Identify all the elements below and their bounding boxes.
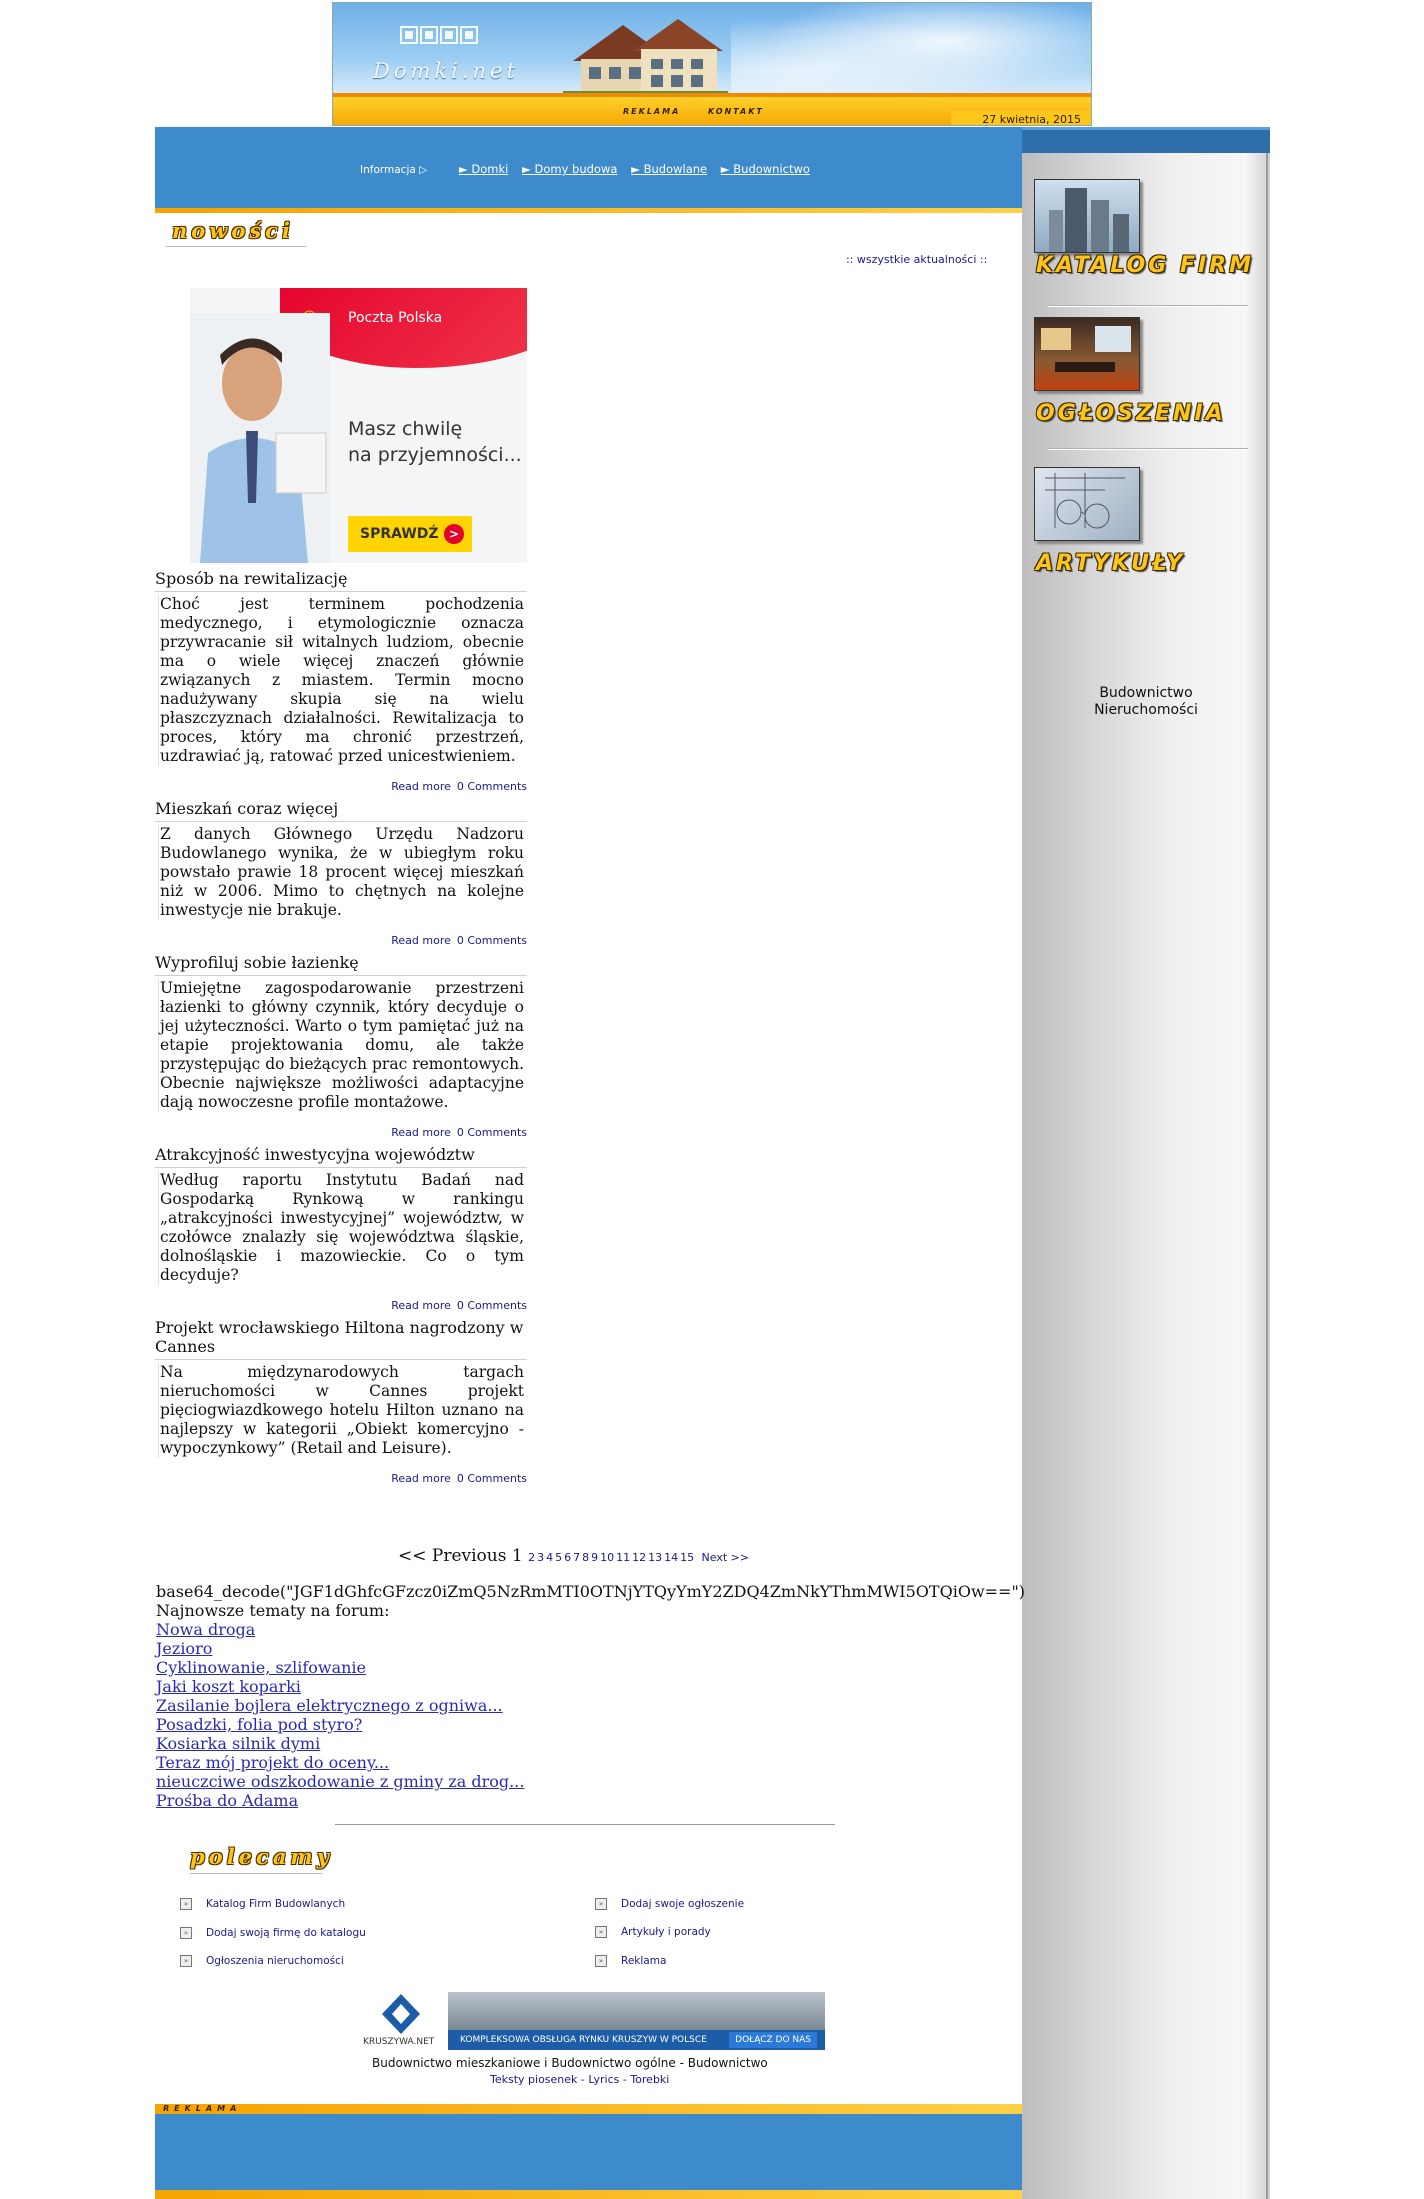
pagination-page[interactable]: 8	[582, 1551, 590, 1564]
article-meta	[155, 1126, 527, 1139]
poczta-polska-ad[interactable]	[190, 288, 527, 563]
header-nav-reklama[interactable]: REKLAMA	[623, 107, 681, 116]
article-meta	[155, 1472, 527, 1485]
article-meta	[155, 1299, 527, 1312]
sidebar-ogloszenia[interactable]: OGŁOSZENIA	[1036, 401, 1226, 426]
article-title[interactable]: Projekt wrocławskiego Hiltona nagrodzony w Cannes	[155, 1318, 527, 1360]
forum-topics	[156, 1582, 1025, 1810]
footer-reklama-label: REKLAMA	[163, 2104, 242, 2113]
comments-link[interactable]: 0 Comments	[456, 1299, 527, 1312]
footer-orange-bar	[155, 2104, 1022, 2114]
sky-clouds-decoration	[731, 3, 1091, 98]
recommended-link[interactable]: » Ogłoszenia nieruchomości	[180, 1955, 344, 1967]
kruszywa-logo-text: KRUSZYWA.NET	[363, 2037, 435, 2047]
ad-cta-button[interactable]: SPRAWDŹ >	[348, 516, 472, 552]
forum-topic-link[interactable]: Kosiarka silnik dymi	[156, 1734, 321, 1753]
article-title[interactable]: Mieszkań coraz więcej	[155, 799, 527, 822]
ad-headline: Masz chwilę na przyjemności...	[348, 418, 522, 466]
pagination-current: 1	[511, 1546, 523, 1566]
header-nav-kontakt[interactable]: KONTAKT	[708, 107, 764, 116]
forum-topic-link[interactable]: Posadzki, folia pod styro?	[156, 1715, 363, 1734]
pagination-page[interactable]: 4	[546, 1551, 554, 1564]
arrow-box-icon: »	[595, 1955, 607, 1967]
orange-divider	[155, 208, 1022, 213]
news-article	[155, 569, 527, 793]
forum-topic-link[interactable]: Zasilanie bojlera elektrycznego z ogniwa...	[156, 1696, 503, 1715]
arrow-box-icon: »	[595, 1898, 607, 1910]
comments-link[interactable]: 0 Comments	[456, 934, 527, 947]
recommended-heading: polecamy	[190, 1844, 333, 1869]
house-image	[563, 11, 728, 95]
pagination-page[interactable]: 12	[632, 1551, 647, 1564]
header-date: 27 kwietnia, 2015	[982, 113, 1081, 126]
sidebar-links	[1022, 685, 1270, 719]
news-list	[155, 566, 527, 1491]
read-more-link[interactable]: Read more	[391, 1472, 451, 1485]
pagination-page[interactable]: 7	[573, 1551, 581, 1564]
forum-topic-link[interactable]: Teraz mój projekt do oceny...	[156, 1753, 390, 1772]
arrow-box-icon: »	[595, 1926, 607, 1938]
article-body: Choć jest terminem pochodzenia medycznego, i etymologicznie oznacza przywracanie sił witalnych ludziom, obecnie ma o wiele więcej znaczeń głównie związanych z miastem. Termin mocno nadużywany skupia się na wielu płaszczyznach działalności. Rewitalizacja to proces, który ma chronić przestrzeń, uzdrawiać ją, ratować przed unicestwieniem.	[160, 595, 524, 765]
top-nav-link-budowlane[interactable]: ► Budowlane	[631, 162, 708, 176]
pagination-page[interactable]: 13	[648, 1551, 663, 1564]
pagination-page[interactable]: 10	[600, 1551, 615, 1564]
interior-thumbnail[interactable]	[1034, 317, 1140, 391]
top-nav	[360, 162, 820, 176]
header-nav-bar	[333, 93, 1091, 126]
recommended-link[interactable]: » Artykuły i porady	[595, 1926, 711, 1938]
pagination-page[interactable]: 14	[664, 1551, 679, 1564]
pagination-page[interactable]: 6	[564, 1551, 572, 1564]
comments-link[interactable]: 0 Comments	[456, 780, 527, 793]
all-news-link[interactable]: :: wszystkie aktualności ::	[846, 253, 988, 266]
arrow-box-icon: »	[180, 1927, 192, 1939]
pagination-next[interactable]: Next >>	[701, 1551, 750, 1564]
top-nav-link-domki[interactable]: ► Domki	[458, 162, 509, 176]
recommended-link[interactable]: » Dodaj swoje ogłoszenie	[595, 1898, 744, 1910]
sidebar-separator	[1048, 305, 1248, 307]
logo-mark-icon	[399, 23, 479, 49]
news-article	[155, 799, 527, 947]
arrow-right-icon: >	[444, 524, 464, 544]
blueprint-glasses-thumbnail[interactable]	[1034, 467, 1140, 541]
news-article	[155, 1145, 527, 1312]
pagination-page[interactable]: 11	[616, 1551, 631, 1564]
news-heading-underline	[166, 246, 306, 247]
forum-topic-link[interactable]: Prośba do Adama	[156, 1791, 299, 1810]
article-title[interactable]: Atrakcyjność inwestycyjna województw	[155, 1145, 527, 1168]
read-more-link[interactable]: Read more	[391, 780, 451, 793]
sidebar-edge	[1266, 153, 1268, 2199]
top-nav-lead: Informacja ▷	[360, 164, 428, 176]
news-article	[155, 953, 527, 1139]
footer-links-line[interactable]: Budownictwo mieszkaniowe i Budownictwo ogólne - Budownictwo	[372, 2056, 768, 2070]
recommended-link[interactable]: » Dodaj swoją firmę do katalogu	[180, 1927, 366, 1939]
pagination-previous[interactable]: << Previous	[398, 1546, 507, 1566]
site-logo-text[interactable]: Domki.net	[373, 59, 519, 83]
comments-link[interactable]: 0 Comments	[456, 1126, 527, 1139]
banner-strip: KOMPLEKSOWA OBSŁUGA RYNKU KRUSZYW W POLSCE DOŁĄCZ DO NAS	[448, 2030, 825, 2050]
article-body: Według raportu Instytutu Badań nad Gospodarką Rynkową w rankingu „atrakcyjności inwestycyjnej” województw, w czołówce znalazły się województwa śląskie, dolnośląskie i mazowieckie. Co o tym decyduje?	[160, 1171, 524, 1284]
read-more-link[interactable]: Read more	[391, 934, 451, 947]
recommended-link[interactable]: » Reklama	[595, 1955, 666, 1967]
article-meta	[155, 934, 527, 947]
article-body: Z danych Głównego Urzędu Nadzoru Budowlanego wynika, że w ubiegłym roku powstało prawie 18 procent więcej mieszkań niż w 2006. Mimo to chętnych na kolejne inwestycje nie brakuje.	[160, 825, 524, 919]
forum-topic-link[interactable]: Jaki koszt koparki	[156, 1677, 301, 1696]
comments-link[interactable]: 0 Comments	[456, 1472, 527, 1485]
pagination	[398, 1546, 751, 1566]
news-article	[155, 1318, 527, 1485]
ad-person-image	[190, 313, 330, 563]
recommended-heading-underline	[190, 1873, 322, 1874]
article-title[interactable]: Sposób na rewitalizację	[155, 569, 527, 592]
forum-topic-link[interactable]: nieuczciwe odszkodowanie z gminy za drog...	[156, 1772, 525, 1791]
pagination-page[interactable]: 2	[528, 1551, 536, 1564]
forum-topic-link[interactable]: Nowa droga	[156, 1620, 256, 1639]
footer-bottom-bar	[155, 2190, 1022, 2199]
right-sidebar	[1022, 153, 1270, 2199]
arrow-box-icon: »	[180, 1898, 192, 1910]
forum-separator	[335, 1824, 835, 1825]
top-nav-link-domy-budowa[interactable]: ► Domy budowa	[521, 162, 618, 176]
footer-links-line-2[interactable]: Teksty piosenek - Lyrics - Torebki	[490, 2073, 670, 2086]
pagination-page[interactable]: 3	[537, 1551, 545, 1564]
forum-topic-link[interactable]: Jezioro	[156, 1639, 213, 1658]
article-meta	[155, 780, 527, 793]
debug-code-line: base64_decode("JGF1dGhfcGFzcz0iZmQ5NzRmMTI0OTNjYTQyYmY2ZDQ4ZmNkYThmMWI5OTQiOw==")	[156, 1582, 1026, 1601]
read-more-link[interactable]: Read more	[391, 1126, 451, 1139]
play-outline-icon: ▷	[419, 164, 428, 176]
article-body: Na międzynarodowych targach nieruchomości w Cannes projekt pięciogwiazdkowego hotelu Hilton uznano na najlepszy w kategorii „Obiekt komercyjno - wypoczynkowy” (Retail and Leisure).	[160, 1363, 524, 1457]
kruszywa-banner-ad[interactable]	[360, 1992, 825, 2054]
site-header-banner	[332, 2, 1092, 126]
read-more-link[interactable]: Read more	[391, 1299, 451, 1312]
ad-brand: Poczta Polska	[348, 310, 443, 326]
sidebar-link-nieruchomosci[interactable]: Nieruchomości	[1094, 702, 1198, 718]
sidebar-top-band	[1022, 127, 1270, 153]
footer-blue-band	[155, 2114, 1022, 2190]
news-heading: nowości	[172, 218, 294, 243]
arrow-box-icon: »	[180, 1955, 192, 1967]
sidebar-separator	[1048, 448, 1248, 450]
skyscraper-thumbnail[interactable]	[1034, 179, 1140, 253]
article-title[interactable]: Wyprofiluj sobie łazienkę	[155, 953, 527, 976]
pagination-page[interactable]: 9	[591, 1551, 599, 1564]
pagination-page[interactable]: 15	[680, 1551, 695, 1564]
forum-heading: Najnowsze tematy na forum:	[156, 1601, 390, 1620]
sidebar-link-budownictwo[interactable]: Budownictwo	[1099, 685, 1193, 701]
pagination-page[interactable]: 5	[555, 1551, 563, 1564]
forum-topic-link[interactable]: Cyklinowanie, szlifowanie	[156, 1658, 366, 1677]
article-body: Umiejętne zagospodarowanie przestrzeni łazienki to główny czynnik, który decyduje o jej użyteczności. Warto o tym pamiętać już na etapie projektowania domu, ale także przystępując do bieżących prac remontowych. Obecnie największe możliwości adaptacyjne dają nowoczesne profile montażowe.	[160, 979, 524, 1111]
sidebar-katalog-firm[interactable]: KATALOG FIRM	[1036, 253, 1254, 278]
join-button[interactable]: DOŁĄCZ DO NAS	[729, 2032, 817, 2048]
sidebar-artykuly[interactable]: ARTYKUŁY	[1036, 551, 1186, 576]
top-nav-link-budownictwo[interactable]: ► Budownictwo	[720, 162, 810, 176]
recommended-link[interactable]: » Katalog Firm Budowlanych	[180, 1898, 345, 1910]
